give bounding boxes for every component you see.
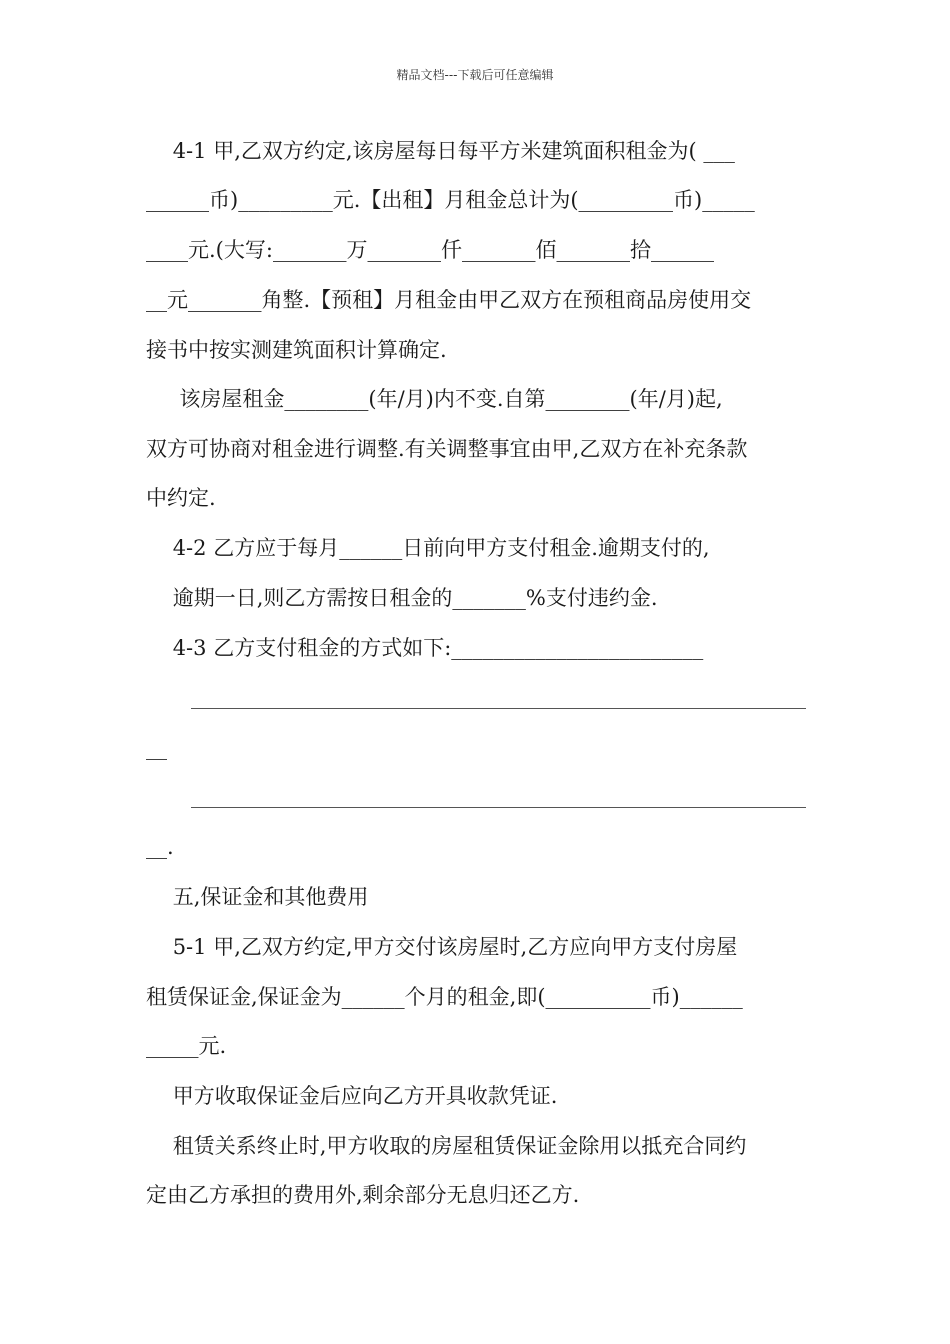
paragraph-line: 租赁保证金,保证金为______个月的租金,即(__________币)______ [146, 985, 743, 1009]
paragraph-line: 4-3 乙方支付租金的方式如下:________________________ [146, 636, 704, 660]
page-header: 精品文档---下载后可任意编辑 [396, 68, 554, 82]
blank-rule [191, 807, 806, 808]
paragraph-line: 甲方收取保证金后应向乙方开具收款凭证. [146, 1084, 558, 1108]
section-heading: 五,保证金和其他费用 [146, 885, 369, 909]
paragraph-line: __元_______角整.【预租】月租金由甲乙双方在预租商品房使用交 [146, 288, 752, 312]
blank-rule [191, 708, 806, 709]
paragraph-line: 该房屋租金________(年/月)内不变.自第________(年/月)起, [146, 387, 723, 411]
paragraph-line: 中约定. [146, 486, 216, 510]
paragraph-line: 定由乙方承担的费用外,剩余部分无息归还乙方. [146, 1183, 580, 1207]
paragraph-line: 双方可协商对租金进行调整.有关调整事宜由甲,乙双方在补充条款 [146, 437, 748, 461]
paragraph-line: __ [146, 736, 167, 760]
paragraph-line: 接书中按实测建筑面积计算确定. [146, 338, 447, 362]
paragraph-line: ______币)_________元.【出租】月租金总计为(_________币)_____ [146, 188, 755, 212]
paragraph-line: __. [146, 835, 174, 859]
paragraph-line: 逾期一日,则乙方需按日租金的_______%支付违约金. [146, 586, 658, 610]
paragraph-line: _____元. [146, 1034, 227, 1058]
paragraph-line: 4-2 乙方应于每月______日前向甲方支付租金.逾期支付的, [146, 536, 710, 560]
paragraph-line: 4-1 甲,乙双方约定,该房屋每日每平方米建筑面积租金为( ___ [146, 139, 735, 163]
paragraph-line: 5-1 甲,乙双方约定,甲方交付该房屋时,乙方应向甲方支付房屋 [146, 935, 738, 959]
paragraph-line: ____元.(大写:_______万_______仟_______佰_______拾______ [146, 238, 714, 262]
paragraph-line: 租赁关系终止时,甲方收取的房屋租赁保证金除用以抵充合同约 [146, 1134, 747, 1158]
